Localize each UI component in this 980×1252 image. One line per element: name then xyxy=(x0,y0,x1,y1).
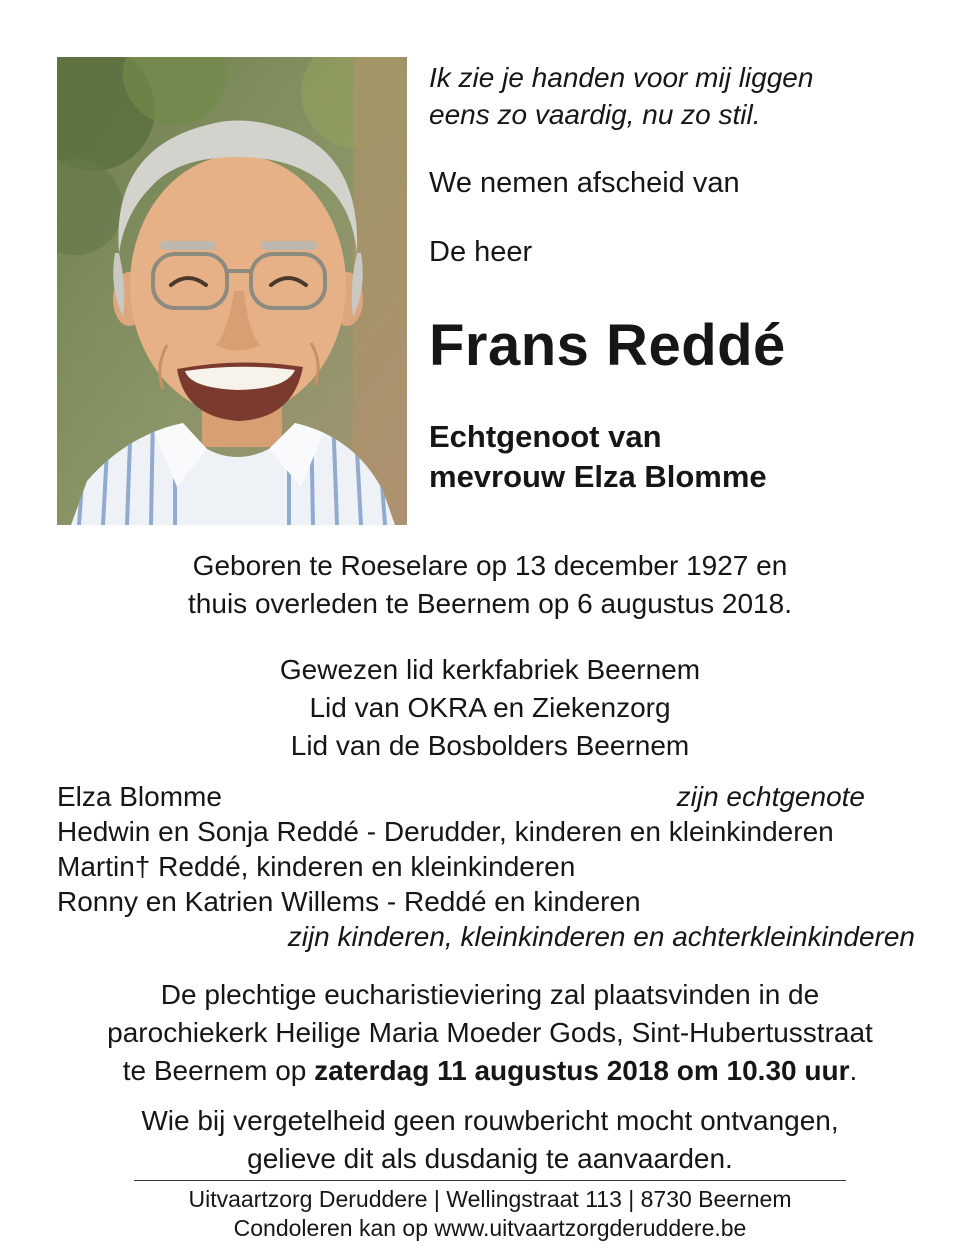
spouse-name: Elza Blomme xyxy=(57,781,222,812)
spouse-line-2: mevrouw Elza Blomme xyxy=(429,459,767,494)
ceremony-line-1: De plechtige eucharistieviering zal plaatsvinden in de xyxy=(160,979,820,1010)
membership-item: Lid van OKRA en Ziekenzorg xyxy=(309,692,671,723)
funeral-home-info xyxy=(134,1180,846,1243)
ceremony-line-3 xyxy=(57,1052,923,1090)
birth-line: Geboren te Roeselare op 13 december 1927 en xyxy=(192,550,788,581)
spouse-reference xyxy=(429,417,813,497)
quote-line-2: eens zo vaardig, nu zo stil. xyxy=(429,99,761,130)
quote-line-1: Ik zie je handen voor mij liggen xyxy=(429,62,814,93)
family-section xyxy=(57,779,923,954)
intro-column xyxy=(407,57,813,525)
footer xyxy=(57,1180,923,1243)
memberships-list xyxy=(57,651,923,765)
spouse-row xyxy=(57,779,923,814)
family-member-row: Hedwin en Sonja Reddé - Derudder, kinderen en kleinkinderen xyxy=(57,816,834,847)
deceased-name: Frans Reddé xyxy=(429,313,786,378)
ceremony-announcement xyxy=(57,976,923,1090)
ceremony-date-prefix: te Beernem op xyxy=(122,1055,315,1086)
funeral-home-address: Uitvaartzorg Deruddere | Wellingstraat 113 | 8730 Beernem xyxy=(188,1186,792,1212)
spouse-relation: zijn echtgenote xyxy=(676,781,865,812)
membership-item: Lid van de Bosbolders Beernem xyxy=(290,730,690,761)
membership-item: Gewezen lid kerkfabriek Beernem xyxy=(279,654,701,685)
notice-line-2: gelieve dit als dusdanig te aanvaarden. xyxy=(247,1143,733,1174)
ceremony-date-suffix: . xyxy=(849,1055,858,1086)
ceremony-line-2: parochiekerk Heilige Maria Moeder Gods, Sint-Hubertusstraat xyxy=(107,1017,873,1048)
portrait-illustration xyxy=(57,57,407,525)
condolence-website: Condoleren kan op www.uitvaartzorgderuddere.be xyxy=(233,1215,747,1241)
farewell-line: We nemen afscheid van xyxy=(429,167,740,199)
death-line: thuis overleden te Beernem op 6 augustus 2018. xyxy=(188,588,792,619)
notice-line-1: Wie bij vergetelheid geen rouwbericht mocht ontvangen, xyxy=(141,1105,839,1136)
ceremony-date: zaterdag 11 augustus 2018 om 10.30 uur xyxy=(314,1055,850,1086)
header-section xyxy=(57,57,923,525)
family-member-row: Martin† Reddé, kinderen en kleinkinderen xyxy=(57,851,576,882)
spouse-line-1: Echtgenoot van xyxy=(429,419,662,454)
birth-death-info xyxy=(57,547,923,623)
apology-notice xyxy=(57,1102,923,1178)
children-relation: zijn kinderen, kleinkinderen en achterkleinkinderen xyxy=(287,921,915,952)
family-member-row: Ronny en Katrien Willems - Reddé en kinderen xyxy=(57,886,641,917)
opening-quote xyxy=(429,59,813,133)
honorific-title: De heer xyxy=(429,236,533,268)
portrait-photo xyxy=(57,57,407,525)
